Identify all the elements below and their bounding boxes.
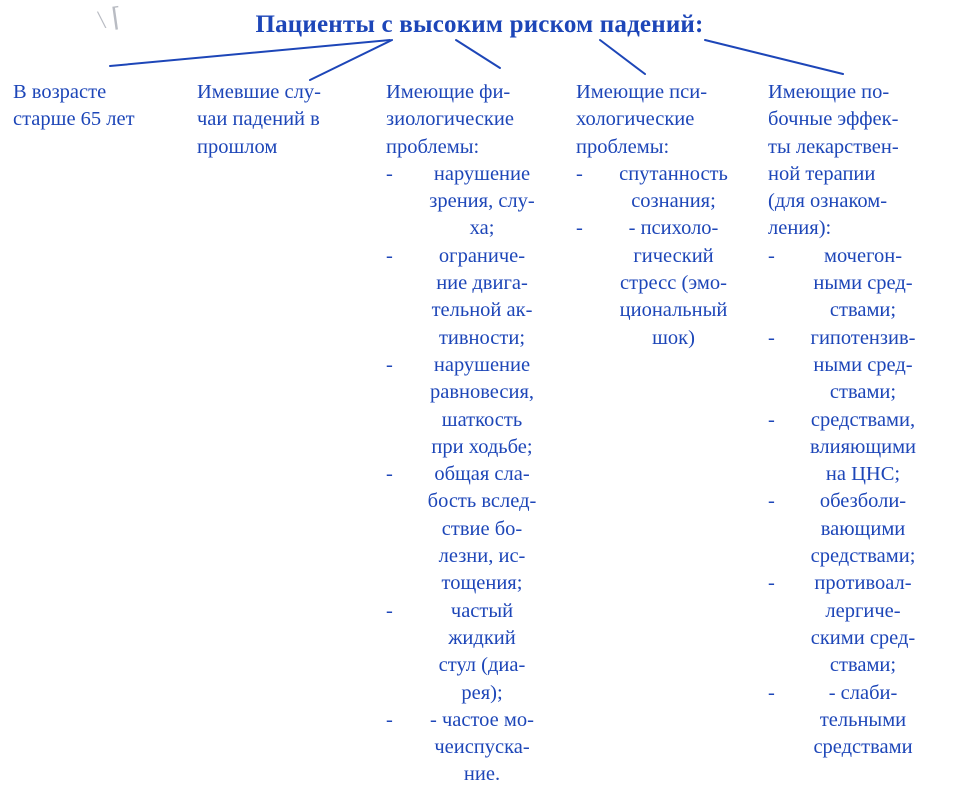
list-item	[386, 352, 556, 461]
column-heading: Имеющие по- бочные эффек- ты лекарствен- ной терапии (для ознаком- ления):	[768, 81, 899, 240]
list-dash: -	[768, 408, 775, 431]
list-item-text: нарушение равновесия, шаткость при ходьбе;	[429, 353, 535, 458]
list-item-text: средствами, влияющими на ЦНС;	[809, 408, 917, 486]
list-dash: -	[386, 162, 393, 185]
column-past-falls	[197, 79, 367, 161]
problem-list	[576, 161, 751, 352]
list-item	[576, 215, 751, 351]
column-physiological	[386, 79, 556, 789]
column-heading: Имеющие пси- хологические проблемы:	[576, 81, 708, 158]
list-item-text: - слаби- тельными средствами	[813, 681, 913, 759]
list-dash: -	[768, 326, 775, 349]
list-item-text: нарушение зрения, слу- ха;	[429, 162, 535, 240]
column-age	[13, 79, 183, 134]
list-dash: -	[768, 681, 775, 704]
list-item	[576, 161, 751, 216]
list-dash: -	[768, 244, 775, 267]
list-item-text: частый жидкий стул (диа- рея);	[438, 599, 526, 704]
list-item	[386, 707, 556, 789]
list-item-text: общая сла- бость вслед- ствие бо- лезни, ис- тощения;	[427, 463, 537, 595]
list-item-text: спутанность сознания;	[619, 162, 728, 213]
list-item	[768, 325, 938, 407]
list-dash: -	[768, 572, 775, 595]
list-item	[386, 598, 556, 707]
list-item-text: противоал- лергиче- скими сред- ствами;	[810, 572, 916, 677]
list-dash: -	[386, 708, 393, 731]
problem-list	[768, 243, 938, 762]
diagram-title: Пациенты с высоким риском падений:	[255, 11, 704, 38]
column-heading: В возрасте старше 65 лет	[13, 81, 135, 131]
list-dash: -	[386, 463, 393, 486]
list-dash: -	[386, 353, 393, 376]
column-heading: Имеющие фи- зиологические проблемы:	[386, 81, 514, 158]
problem-list	[386, 161, 556, 789]
list-item-text: мочегон- ными сред- ствами;	[813, 244, 913, 322]
column-drug-effects	[768, 79, 938, 761]
list-item	[386, 161, 556, 243]
list-item-text: - частое мо- чеиспуска- ние.	[430, 708, 534, 786]
list-item	[386, 461, 556, 597]
list-item-text: - психоло- гический стресс (эмо- циональный шок)	[619, 217, 728, 349]
list-item-text: ограниче- ние двига- тельной ак- тивности;	[431, 244, 533, 349]
list-item	[768, 243, 938, 325]
column-psychological	[576, 79, 751, 352]
column-heading: Имевшие слу- чаи падений в прошлом	[197, 81, 321, 158]
pencil-mark: \ ⌈	[96, 2, 124, 35]
list-item	[768, 488, 938, 570]
list-dash: -	[768, 490, 775, 513]
list-item	[768, 407, 938, 489]
connector-line-4	[600, 40, 645, 74]
list-dash: -	[576, 217, 583, 240]
connector-line-3	[456, 40, 500, 68]
list-item	[386, 243, 556, 352]
list-item	[768, 570, 938, 679]
list-item-text: гипотензив- ными сред- ствами;	[810, 326, 916, 404]
list-item-text: обезболи- вающими средствами;	[810, 490, 916, 568]
connector-line-5	[705, 40, 843, 74]
list-item	[768, 680, 938, 762]
list-dash: -	[386, 599, 393, 622]
list-dash: -	[386, 244, 393, 267]
list-dash: -	[576, 162, 583, 185]
